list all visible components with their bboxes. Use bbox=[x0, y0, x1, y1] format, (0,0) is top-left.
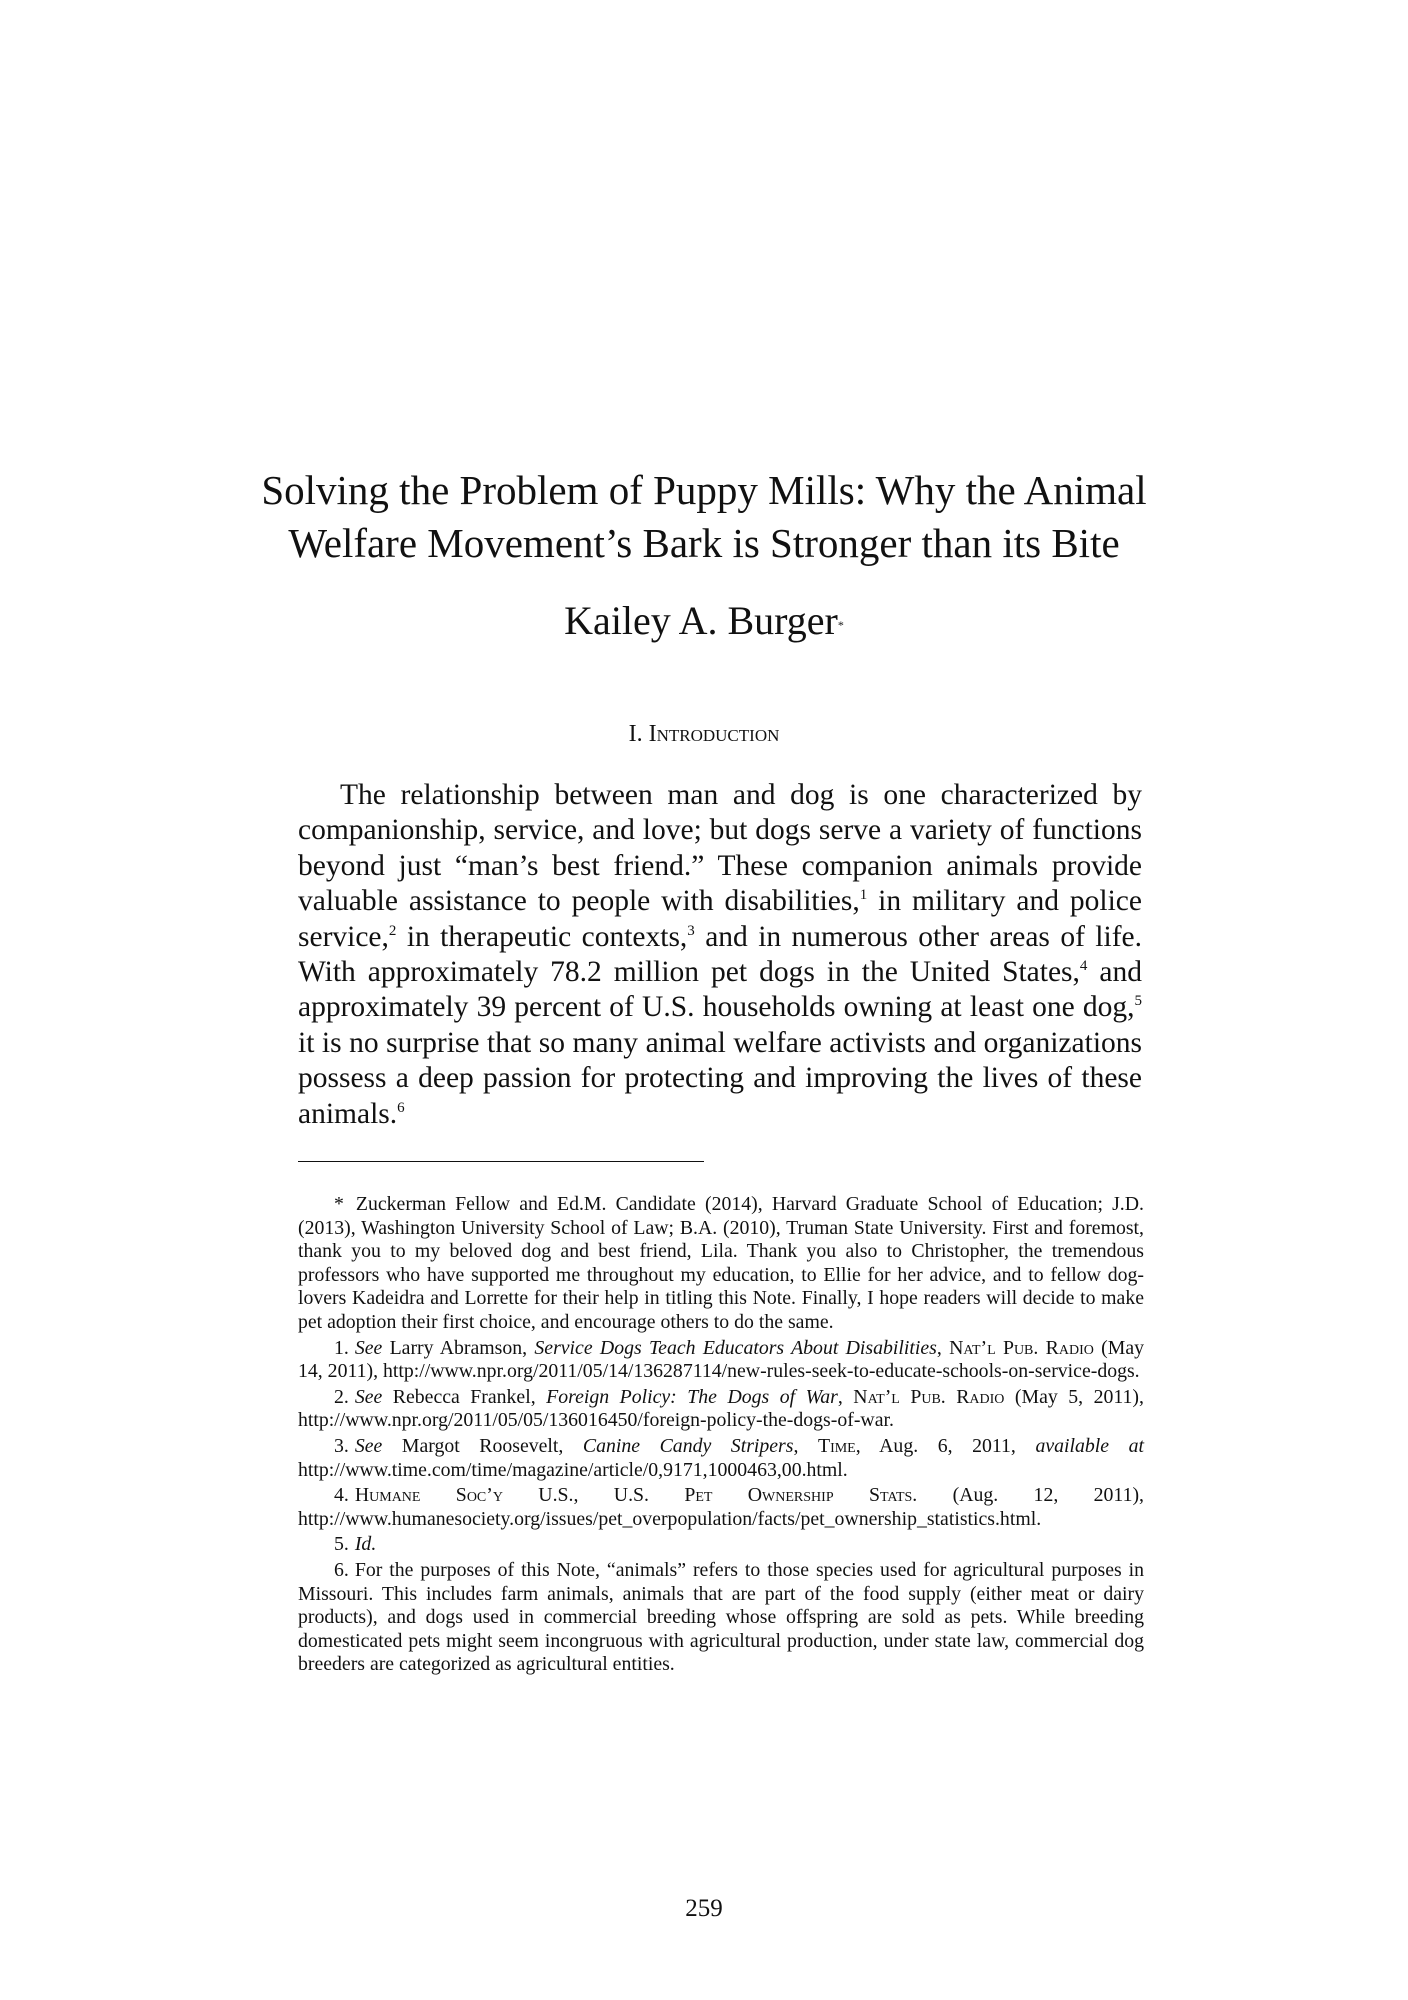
footnote-text: Zuckerman Fellow and Ed.M. Candidate (2014), Harvard Graduate School of Education; J.D. (2013), Washington University School of Law; B.A. (2010), Truman State University. First and foremost, thank you to my beloved dog and best friend, Lila. Thank you also to Christopher, the tremendous professors who have supported me throughout my education, to Ellie for her advice, and to fellow dog-lovers Kadeidra and Lorrette for their help in titling this Note. Finally, I hope readers will decide to make pet adoption their first choice, and encourage others to do the same. bbox=[298, 1193, 1144, 1333]
footnote-number: 2. bbox=[334, 1385, 349, 1408]
article-title-line-2: Welfare Movement’s Bark is Stronger than its Bite bbox=[288, 520, 1120, 566]
citation-signal: See bbox=[354, 1385, 383, 1408]
footnote-3: 3. See Margot Roosevelt, Canine Candy Stripers, Time, Aug. 6, 2011, available at http://www.time.com/time/magazine/article/0,9171,1000463,00.html. bbox=[298, 1434, 1145, 1481]
section-number: I. bbox=[628, 721, 643, 747]
footnote-5 bbox=[298, 1533, 1144, 1557]
footnote-number: 6. bbox=[334, 1558, 349, 1581]
footnote-6 bbox=[298, 1559, 1144, 1677]
footnotes bbox=[298, 1193, 1144, 1677]
body-paragraph bbox=[298, 778, 1142, 1132]
body-text-segment: it is no surprise that so many animal welfare activists and organizations possess a deep passion for protecting and improving the lives of these animals. bbox=[298, 1026, 1142, 1130]
article-title-line-1: Solving the Problem of Puppy Mills: Why the Animal bbox=[261, 467, 1147, 513]
body-text-segment: The relationship between man and dog is one characterized by companionship, service, and love; but dogs serve a variety of functions beyond just “man’s best friend.” These companion animals provide valuable assistance to people with disabilities, bbox=[298, 779, 1142, 918]
citation-signal: See bbox=[354, 1336, 383, 1359]
footnote-text: (May 14, 2011), http://www.npr.org/2011/05/14/136287114/new-rules-seek-to-educate-schools-on-service-dogs. bbox=[298, 1336, 1144, 1383]
footnote-divider bbox=[298, 1161, 704, 1162]
footnote-ref: 2 bbox=[388, 922, 397, 939]
section-title: Introduction bbox=[648, 721, 780, 747]
section-heading bbox=[250, 718, 1158, 750]
page-number: 259 bbox=[685, 1895, 723, 1922]
footnote-ref: 5 bbox=[1134, 993, 1142, 1010]
body-text-segment: and in numerous other areas of life. With approximately 78.2 million pet dogs in the United States, bbox=[298, 920, 1142, 989]
footnote-text: For the purposes of this Note, “animals” refers to those species used for agricultural purposes in Missouri. This includes farm animals, animals that are part of the food supply (either meat or dairy products), and dogs used in commercial breeding whose offspring are sold as pets. While breeding domesticated pets might seem incongruous with agricultural production, under state law, commercial dog breeders are categorized as agricultural entities. bbox=[298, 1558, 1144, 1676]
footnote-ref: 6 bbox=[397, 1099, 405, 1116]
footnote-text: Margot Roosevelt, bbox=[382, 1434, 583, 1457]
footnote-ref: 4 bbox=[1079, 958, 1088, 975]
footnote-2: 2. See Rebecca Frankel, Foreign Policy: The Dogs of War, Nat’l Pub. Radio (May 5, 2011), http://www.npr.org/2011/05/05/136016450/foreign-policy-the-dogs-of-war. bbox=[298, 1385, 1144, 1432]
footnote-1: 1. See Larry Abramson, Service Dogs Teach Educators About Disabilities, Nat’l Pub. Radio (May 14, 2011), http://www.npr.org/2011/05/14/136287114/new-rules-seek-to-educate-schools-on-service-dogs. bbox=[298, 1336, 1144, 1383]
footnote-text: Larry Abramson, bbox=[382, 1336, 535, 1359]
footnote-number: 1. bbox=[334, 1336, 349, 1359]
footnote-ref: 1 bbox=[859, 887, 868, 904]
footnote-text: (Aug. 12, 2011), http://www.humanesociety.org/issues/pet_overpopulation/facts/pet_ownership_statistics.html. bbox=[298, 1484, 1144, 1530]
citation-title: Canine Candy Stripers bbox=[582, 1434, 794, 1457]
citation-publisher: Nat’l Pub. Radio bbox=[949, 1336, 1094, 1359]
footnote-text: , Aug. 6, 2011, bbox=[855, 1434, 1036, 1457]
footnote-text: Rebecca Frankel, bbox=[382, 1385, 547, 1408]
citation-publisher: Nat’l Pub. Radio bbox=[853, 1385, 1005, 1408]
body-text-segment: and approximately 39 percent of U.S. households owning at least one dog, bbox=[298, 956, 1142, 1024]
body-text-segment: in therapeutic contexts, bbox=[396, 920, 688, 953]
citation-source: Humane Soc’y U.S., U.S. Pet Ownership Stats. bbox=[354, 1484, 918, 1507]
citation-title: Foreign Policy: The Dogs of War bbox=[546, 1385, 838, 1408]
footnote-text: http://www.time.com/time/magazine/article/0,9171,1000463,00.html. bbox=[298, 1458, 848, 1481]
footnote-4 bbox=[298, 1484, 1144, 1531]
body-text-segment: in military and police service, bbox=[298, 885, 1142, 953]
author-name-text: Kailey A. Burger bbox=[564, 598, 838, 643]
footnote-ref: 3 bbox=[687, 922, 695, 939]
author-name bbox=[250, 596, 1158, 646]
footnote-number: 3. bbox=[334, 1434, 349, 1457]
body-text bbox=[298, 778, 1142, 1132]
author-footnote-mark: * bbox=[837, 618, 844, 632]
footnote-star bbox=[298, 1193, 1144, 1335]
footnote-text: (May 5, 2011), http://www.npr.org/2011/05/05/136016450/foreign-policy-the-dogs-of-war. bbox=[298, 1385, 1144, 1432]
citation-signal: See bbox=[354, 1434, 383, 1457]
citation-publisher: Time bbox=[817, 1434, 856, 1457]
citation-title: Service Dogs Teach Educators About Disabilities bbox=[534, 1336, 937, 1359]
footnote-number: 5. bbox=[334, 1533, 349, 1556]
footnote-marker: * bbox=[334, 1193, 344, 1215]
article-title bbox=[250, 464, 1158, 570]
footnote-number: 4. bbox=[334, 1484, 349, 1507]
citation-id: Id. bbox=[354, 1533, 377, 1556]
citation-availability: available at bbox=[1035, 1434, 1145, 1457]
